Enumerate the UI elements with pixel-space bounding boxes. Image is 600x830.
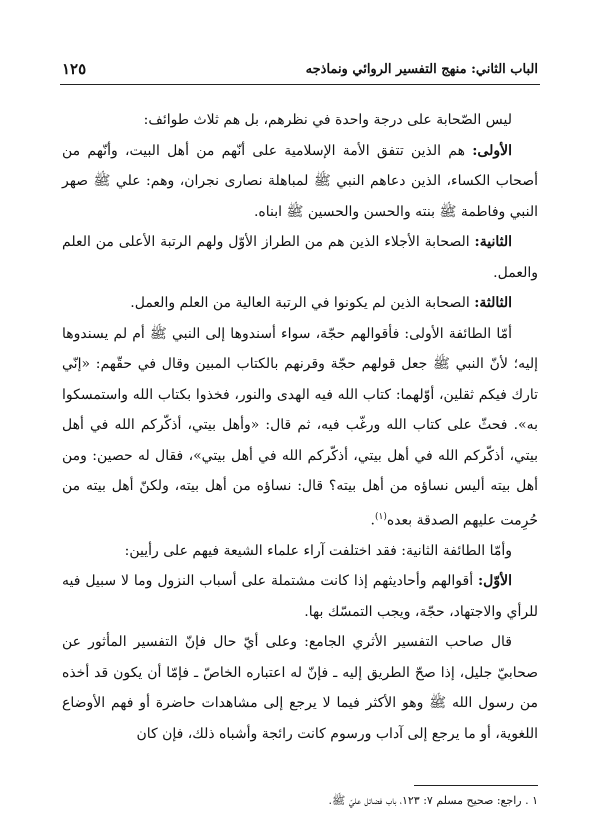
intro-paragraph: ليس الصّحابة على درجة واحدة في نظرهم، بل هم ثلاث طوائف: [143,112,512,128]
first-group-ruling-text: أمّا الطائفة الأولى: فأقوالهم حجّة، سواء أسندوها إلى النبي ﷺ أم لم يسندوها إليه؛ لأنّ النبي ﷺ جعل قولهم حجّة وقرنهم بالكتاب المبين وقال في حقّهم: «إنّي تارك فيكم ثقلين، أوّلهما: كتاب الله فيه الهدى والنور، فخذوا بكتاب الله واستمسكوا به». فحثّ على كتاب الله ورغّب فيه، ثم قال: «وأهل بيتي، أذكّركم الله في أهل بيتي، أذكّركم الله في أهل بيتي، أذكّركم الله في أهل بيتي»، فقال له حصين: ومن أهل بيته أليس نساؤه من أهل بيته؟ قال: نساؤه من أهل بيته، ولكنّ أهل بيته من حُرِمت عليهم الصدقة بعده [62,325,538,529]
footnote-reference[interactable]: (١) [374,511,387,522]
tafsir-quote-paragraph: قال صاحب التفسير الأثري الجامع: وعلى أيّ حال فإنّ التفسير المأثور عن صحابيّ جليل، إذا صحّ الطريق إليه ـ فإنّ له اعتباره الخاصّ ـ فإمّا أن يكون قد أخذه من رسول الله ﷺ وهو الأكثر فيما لا يرجع إلى مشاهدات حاضرة أو فهم الأوضاع اللغوية، أو ما يرجع إلى آداب ورسوم كانت رائجة وأشباه ذلك، فإن كان [62,634,538,742]
third-group-text: الصحابة الذين لم يكونوا في الرتبة العالية من العلم والعمل. [130,295,475,311]
main-text [62,105,538,749]
first-view-label: الأوّل: [478,573,512,590]
sentence-end: . [370,512,375,529]
first-view-text: أقوالهم وأحاديثهم إذا كانت مشتملة على أسباب النزول وما لا سبيل فيه للرأي والاجتهاد، حجّة، ويجب التمسّك بها. [62,573,538,620]
second-group-paragraph [62,227,538,288]
footnote-rule [414,785,538,786]
first-group-text: هم الذين تتفق الأمة الإسلامية على أنّهم من أهل البيت، وأنّهم من أصحاب الكساء، الذين دعاهم النبي ﷺ لمباهلة نصارى نجران، وهم: علي ﷺ صهر النبي وفاطمة ﷺ بنته والحسن والحسين ﷺ ابناه. [62,142,538,220]
third-group-label: الثالثة: [474,295,512,311]
third-group-paragraph [62,288,538,319]
page-header [62,60,538,84]
second-group-text: الصحابة الأجلاء الذين هم من الطراز الأوّل ولهم الرتبة الأعلى من العلم والعمل. [62,234,538,281]
footnote: ١ . راجع: صحيح مسلم ٧: ١٢٣، باب فضائل عليّ ﷺ. [328,794,538,807]
header-rule [60,84,540,85]
first-group-ruling-paragraph [62,319,538,536]
second-group-ruling-paragraph: وأمّا الطائفة الثانية: فقد اختلفت آراء علماء الشيعة فيهم على رأيين: [124,542,512,559]
running-title: الباب الثاني: منهج التفسير الروائي ونماذجه [305,62,538,77]
first-group-paragraph [62,136,538,228]
page-number: ١٢٥ [62,60,87,78]
first-view-paragraph [62,566,538,627]
second-group-label: الثانية: [474,234,512,250]
first-group-label: الأولى: [472,142,512,159]
